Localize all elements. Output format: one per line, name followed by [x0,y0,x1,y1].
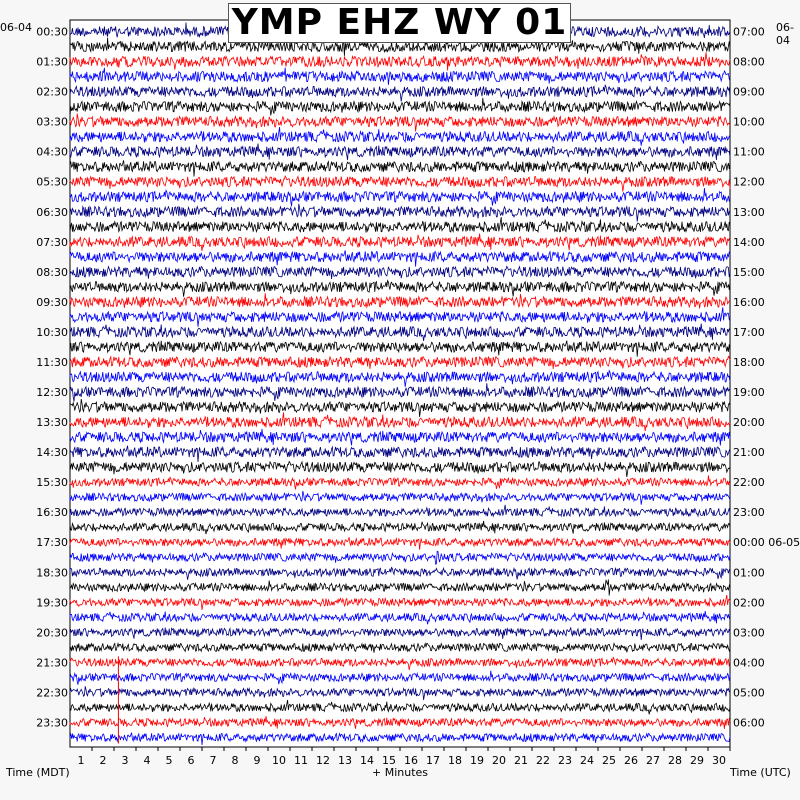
left-time-label: 21:30 [36,656,68,670]
x-tick-label: 9 [253,754,261,767]
x-tick-label: 30 [712,754,726,767]
right-time-label: 21:00 [733,446,765,460]
right-time-label: 00:00 06-05 [733,536,800,550]
right-time-axis [733,26,800,730]
x-tick-label: 11 [294,754,308,767]
x-tick-label: 27 [646,754,660,767]
left-time-label: 20:30 [36,626,68,640]
x-tick-label: 1 [77,754,85,767]
left-time-label: 13:30 [36,416,68,430]
x-tick-label: 17 [426,754,440,767]
x-tick-label: 23 [558,754,572,767]
right-axis-label: Time (UTC) [730,766,791,779]
left-time-label: 05:30 [36,175,68,189]
left-time-label: 06:30 [36,205,68,219]
left-time-label: 08:30 [36,265,68,279]
right-time-label: 06:00 [733,716,765,730]
left-time-label: 18:30 [36,566,68,580]
x-tick-label: 26 [624,754,638,767]
right-time-label: 03:00 [733,626,765,640]
chart-title: YMP EHZ WY 01 [231,2,568,43]
x-tick-label: 7 [209,754,217,767]
x-tick-label: 29 [690,754,704,767]
left-time-label: 22:30 [36,686,68,700]
x-tick-label: 8 [231,754,239,767]
right-time-label: 19:00 [733,386,765,399]
x-tick-label: 18 [448,754,462,767]
x-tick-label: 13 [338,754,352,767]
start-date-right: 06-04 [776,21,794,47]
x-tick-label: 19 [470,754,484,767]
right-time-label: 11:00 [733,145,765,159]
right-time-label: 23:00 [733,506,765,520]
x-tick-label: 3 [121,754,129,767]
right-time-label: 05:00 [733,686,765,700]
left-time-label: 04:30 [36,145,68,159]
left-time-label: 12:30 [36,386,68,399]
right-time-label: 20:00 [733,416,765,430]
left-time-label: 10:30 [36,325,68,339]
right-time-label: 10:00 [733,115,765,129]
x-tick-label: 4 [143,754,151,767]
right-time-label: 07:00 [733,25,765,39]
left-time-axis [36,26,68,730]
x-tick-label: 21 [514,754,528,767]
x-tick-label: 10 [272,754,286,767]
right-time-label: 14:00 [733,235,765,249]
left-time-label: 17:30 [36,536,68,550]
right-time-label: 12:00 [733,175,765,189]
left-axis-label: Time (MDT) [6,766,70,779]
right-time-label: 09:00 [733,85,765,99]
left-time-label: 07:30 [36,235,68,249]
right-time-label: 22:00 [733,476,765,490]
left-time-label: 11:30 [36,356,68,369]
right-time-label: 08:00 [733,55,765,69]
left-time-label: 00:30 [36,25,68,39]
left-time-label: 09:30 [36,295,68,309]
left-time-label: 01:30 [36,55,68,69]
left-time-label: 16:30 [36,506,68,520]
right-time-label: 17:00 [733,325,765,339]
x-tick-label: 12 [316,754,330,767]
start-date-left: 06-04 [0,21,32,34]
x-tick-label: 16 [404,754,418,767]
x-tick-label: 28 [668,754,682,767]
left-time-label: 14:30 [36,446,68,460]
left-time-label: 03:30 [36,115,68,129]
plot-area [70,20,730,747]
chart-title-box [228,3,571,43]
x-tick-label: 20 [492,754,506,767]
left-time-label: 02:30 [36,85,68,99]
right-time-label: 18:00 [733,356,765,369]
x-tick-label: 14 [360,754,374,767]
right-time-label: 01:00 [733,566,765,580]
x-tick-label: 2 [99,754,107,767]
x-axis-label: + Minutes [372,766,429,779]
right-time-label: 13:00 [733,205,765,219]
right-time-label: 04:00 [733,656,765,670]
x-tick-label: 5 [165,754,173,767]
right-time-label: 16:00 [733,295,765,309]
left-time-label: 15:30 [36,476,68,490]
x-tick-label: 24 [580,754,594,767]
right-time-label: 02:00 [733,596,765,610]
x-tick-label: 6 [187,754,195,767]
right-time-label: 15:00 [733,265,765,279]
x-tick-label: 22 [536,754,550,767]
left-time-label: 23:30 [36,716,68,730]
left-time-label: 19:30 [36,596,68,610]
x-tick-label: 15 [382,754,396,767]
x-axis-ticks [78,747,731,767]
x-tick-label: 25 [602,754,616,767]
